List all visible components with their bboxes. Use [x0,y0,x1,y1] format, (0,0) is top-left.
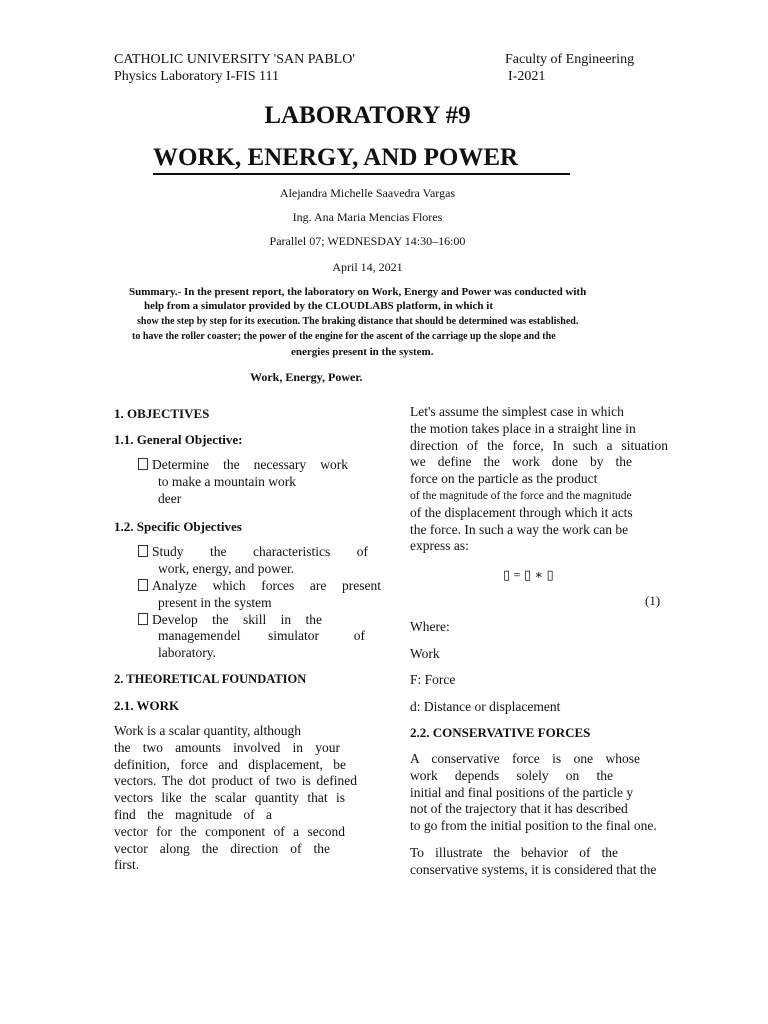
list-item-line: work, energy, and power. [158,561,295,576]
bullet-icon [138,545,148,557]
paragraph-line: the motion takes place in a straight line in [410,420,636,436]
paragraph-line: work depends solely on the [410,767,613,783]
definition-work: Work [410,646,440,661]
paragraph-line: not of the trajectory that it has described [410,801,628,817]
list-item-line: deer [158,491,182,506]
paragraph-line: vectors. The dot product of two is defined [114,773,357,789]
where-label: Where: [410,619,450,634]
list-item-line: managemen [158,628,224,643]
list-item-line: Develop the skill in the [138,612,322,629]
keywords: Work, Energy, Power. [250,370,363,384]
paragraph-line: conservative systems, it is considered that the [410,861,657,877]
list-item-line: Study the characteristics of [138,544,368,561]
parallel: Parallel 07; WEDNESDAY 14:30–16:00 [269,234,466,248]
topic-title [153,144,570,175]
summary-line: show the step by step for its execution. The braking distance that should be determined was established. [137,316,579,327]
paragraph-line: definition, force and displacement, be [114,756,346,772]
formula-number: (1) [645,593,661,608]
paragraph-line: vector along the direction of the [114,840,330,856]
author: Alejandra Michelle Saavedra Vargas [279,186,456,200]
paragraph-line: the force. In such a way the work can be [410,521,629,537]
general-objective-heading: 1.1. General Objective: [114,432,243,447]
summary-line: to have the roller coaster; the power of the engine for the ascent of the carriage up the slope and the [132,331,556,342]
paragraph-line: to go from the initial position to the final one. [410,818,657,834]
list-item-line: to make a mountain work [158,474,296,489]
work-heading: 2.1. WORK [114,698,180,713]
specific-objectives-heading: 1.2. Specific Objectives [114,519,242,534]
definition-force: F: Force [410,672,456,687]
summary-line: Summary.- In the present report, the laboratory on Work, Energy and Power was conducted with [129,286,587,298]
paragraph-line: force on the particle as the product [410,471,598,487]
paragraph-line: To illustrate the behavior of the [410,845,618,860]
university-name: CATHOLIC UNIVERSITY 'SAN PABLO' [114,52,355,67]
term: I-2021 [508,69,546,84]
work-paragraph [114,723,357,874]
paragraph-line: of the displacement through which it acts [410,504,633,520]
paragraph-line: initial and final positions of the particle y [410,784,634,800]
specific-objective-item [138,612,322,629]
specific-objective-item [138,578,381,595]
report-date: April 14, 2021 [332,260,403,274]
bullet-icon [138,579,148,591]
bullet-icon [138,458,148,470]
paragraph-line: Work is a scalar quantity, although [114,723,301,738]
work-definition-paragraph [410,404,670,555]
general-objective-item [138,457,348,474]
list-item-line: present in the system [158,595,272,610]
work-formula: ▯ = ▯ ∗ ▯ [503,567,554,582]
list-item-line: Analyze which forces are present [138,578,381,595]
course-name: Physics Laboratory I-FIS 111 [114,69,279,84]
topic-title-text: WORK, ENERGY, AND POWER [153,144,570,175]
list-item-line: Determine the necessary work [138,457,348,474]
instructor: Ing. Ana Maria Mencias Flores [292,210,443,224]
paragraph-line: find the magnitude of a [114,806,272,822]
paragraph-line: vector for the component of a second [114,823,345,839]
specific-objective-item [138,544,368,561]
paragraph-line: Let's assume the simplest case in which [410,404,624,419]
paragraph-line: first. [114,857,140,873]
summary-line: energies present in the system. [291,346,434,358]
list-item-line: simulator of [268,628,365,643]
paragraph-line: vectors like the scalar quantity that is [114,790,345,806]
conservative-paragraph [410,751,670,835]
objectives-heading: 1. OBJECTIVES [114,406,210,421]
paragraph-line: direction of the force, In such a situation [410,437,668,453]
paragraph-line: we define the work done by the [410,454,632,470]
lab-number-title: LABORATORY #9 [264,102,471,129]
theory-heading: 2. THEORETICAL FOUNDATION [114,672,307,686]
conservative-systems-paragraph [410,845,670,879]
paragraph-line: the two amounts involved in your [114,739,340,755]
bullet-icon [138,613,148,625]
paragraph-line: express as: [410,538,469,554]
summary-line: help from a simulator provided by the CLOUDLABS platform, in which it [144,300,493,312]
list-item-line: del [224,628,241,643]
list-item-line: laboratory. [158,645,216,660]
paragraph-line: A conservative force is one whose [410,751,640,766]
definition-distance: d: Distance or displacement [410,699,561,714]
paragraph-line: of the magnitude of the force and the magnitude [410,489,632,502]
conservative-forces-heading: 2.2. CONSERVATIVE FORCES [410,725,591,740]
faculty-name: Faculty of Engineering [505,52,635,67]
